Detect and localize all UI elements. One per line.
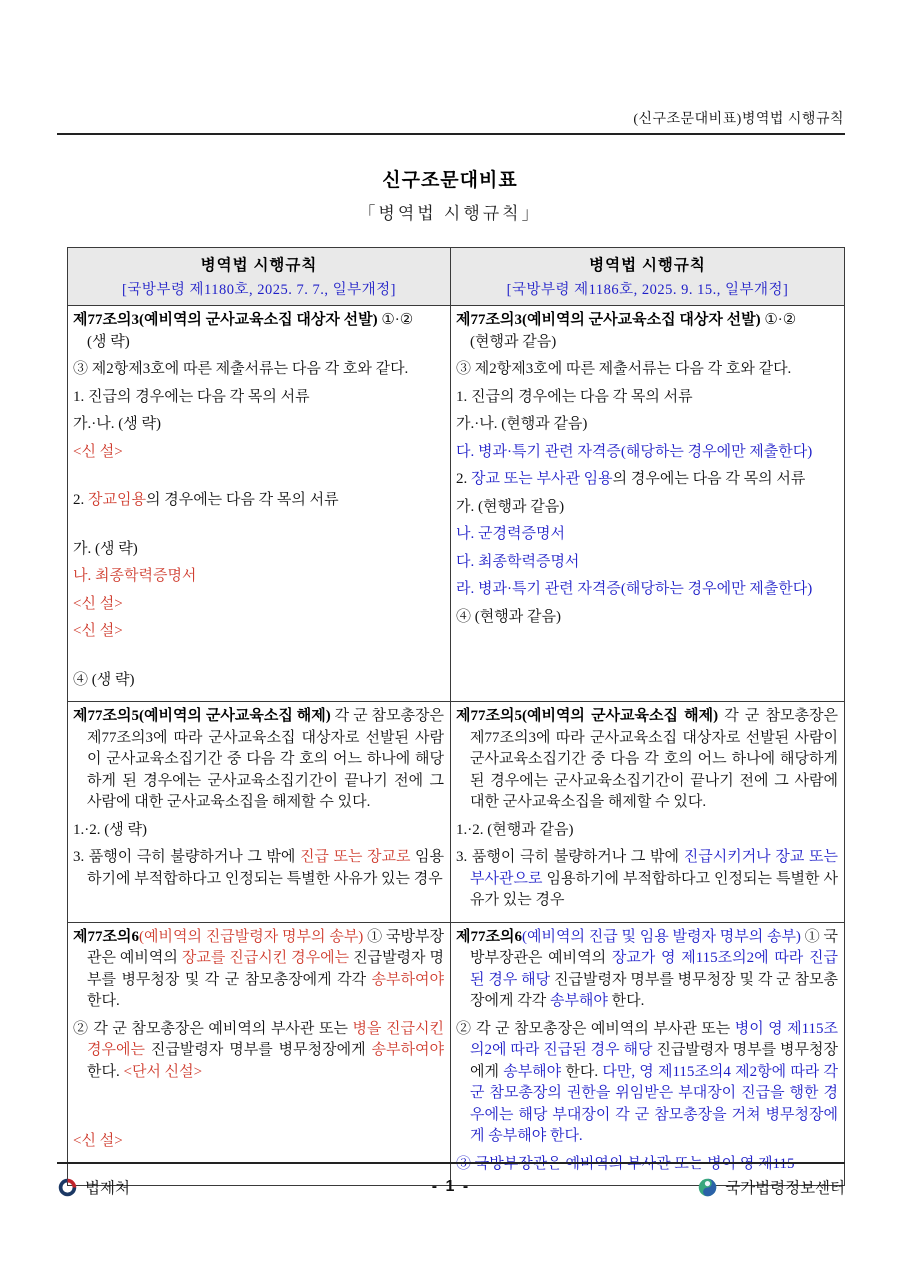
text-segment: 각 군 참모총장은 제77조의3에 따라 군사교육소집 대상자로 선발된 사람이 군사교육소집기간 중 다음 각 호의 어느 하나에 해당하게 된 경우에는 군사교육소집기간이 끝나기 전에 그 사람에 대한 군사교육소집을 해제할 수 있다.	[87, 708, 444, 810]
text-segment: (생 략)	[87, 333, 130, 350]
paragraph	[456, 820, 838, 842]
table-row	[68, 922, 845, 1186]
page-subtitle: 「병역법 시행규칙」	[358, 204, 542, 223]
paragraph	[456, 552, 838, 574]
text-segment: 장교가 영 제115조의2에 따라 진급된 경우 해당	[470, 950, 838, 988]
text-segment: 의 경우에는 다음 각 목의 서류	[145, 492, 339, 508]
text-segment: 2.	[456, 471, 471, 487]
text-segment: (현행과 같음)	[470, 333, 557, 350]
text-segment: 제77조의5(예비역의 군사교육소집 해제)	[73, 708, 331, 724]
text-segment: ④ (생 략)	[73, 671, 135, 688]
text-segment: 1.·2. (현행과 같음)	[456, 821, 574, 838]
text-segment: ③ 제2항제3호에 따른 제출서류는 다음 각 호와 같다.	[456, 361, 792, 377]
text-segment: 3. 품행이 극히 불량하거나 그 밖에	[456, 849, 684, 865]
paragraph	[456, 414, 838, 436]
paragraph	[456, 579, 838, 601]
text-segment: 진급발령자 명부를 병무청장 및 각 군 참모총장에게 각각	[87, 950, 444, 988]
paragraph	[456, 310, 838, 353]
table-header-row	[68, 248, 845, 306]
header-divider	[57, 133, 845, 135]
text-segment: <신 설>	[73, 623, 123, 639]
text-segment: 나. 최종학력증명서	[73, 568, 197, 584]
text-segment: 나. 군경력증명서	[456, 526, 565, 542]
text-segment: (예비역의 진급발령자 명부의 송부)	[138, 928, 364, 945]
paragraph	[456, 442, 838, 464]
text-segment: 3. 품행이 극히 불량하거나 그 밖에	[73, 849, 300, 865]
text-segment: 임용하기에 부적합하다고 인정되는 특별한 사유가 있는 경우	[470, 870, 838, 908]
document-header-text: (신구조문대비표)병역법 시행규칙	[633, 112, 844, 127]
paragraph	[73, 566, 444, 588]
footer-divider	[57, 1162, 845, 1164]
paragraph	[73, 490, 444, 512]
paragraph	[73, 847, 444, 890]
new-law-header	[451, 248, 845, 306]
lawcenter-logo-icon	[697, 1177, 718, 1198]
text-segment: 장교를 진급시킨 경우에는	[181, 950, 350, 966]
new-provision-cell	[451, 702, 845, 923]
title-block	[0, 165, 900, 224]
page-title: 신구조문대비표	[382, 170, 518, 191]
text-segment: ② 각 군 참모총장은 예비역의 부사관 또는	[73, 1020, 353, 1037]
text-segment: 진급발령자 명부를 병무청장 및 각 군 참모총장에게 각각	[470, 971, 838, 1009]
text-segment: (예비역의 진급 및 임용 발령자 명부의 송부)	[521, 928, 801, 945]
text-segment: 가.·나. (현행과 같음)	[456, 416, 588, 432]
text-segment: 진급 또는 장교로	[299, 849, 411, 865]
paragraph	[73, 670, 444, 692]
text-segment: 1. 진급의 경우에는 다음 각 목의 서류	[456, 388, 693, 405]
footer-left	[57, 1176, 432, 1198]
text-segment: 제77조의3(예비역의 군사교육소집 대상자 선발)	[73, 312, 378, 328]
paragraph	[73, 414, 444, 436]
text-segment: ①·②	[377, 312, 414, 328]
text-segment: 1.·2. (생 략)	[73, 821, 147, 838]
text-segment: 한다.	[87, 1063, 124, 1080]
text-segment: ① 국방부장관은 예비역의	[470, 928, 838, 966]
paragraph	[456, 524, 838, 546]
text-segment: <단서 신설>	[123, 1063, 203, 1080]
text-segment: 다. 최종학력증명서	[456, 553, 580, 570]
old-law-header	[68, 248, 451, 306]
text-segment: ① 국방부장관은 예비역의	[87, 928, 444, 966]
paragraph	[73, 820, 444, 842]
page-number: - 1 -	[431, 1178, 471, 1195]
old-provision-cell	[68, 922, 451, 1186]
paragraph	[73, 706, 444, 814]
paragraph	[73, 387, 444, 409]
text-segment: <신 설>	[73, 595, 123, 612]
paragraph	[456, 847, 838, 912]
text-segment: 제77조의3(예비역의 군사교육소집 대상자 선발)	[456, 312, 761, 328]
paragraph	[456, 469, 838, 491]
text-segment: 진급발령자 명부를 병무청장에게	[144, 1042, 372, 1058]
paragraph	[73, 310, 444, 353]
paragraph	[73, 442, 444, 464]
page-footer	[57, 1170, 845, 1204]
text-segment: 2.	[73, 492, 88, 508]
text-segment: 장교임용	[88, 492, 146, 508]
text-segment: 병을 진급시킨 경우에는	[87, 1020, 444, 1058]
text-segment: 한다.	[607, 993, 645, 1009]
text-segment: 다만, 영 제115조의4 제2항에 따라 각 군 참모총장의 권한을 위임받은 부대장이 진급을 행한 경우에는 해당 부대장이 각 군 참모총장을 거쳐 병무청장에게 송부해야 한다.	[470, 1063, 839, 1144]
text-segment: 한다.	[561, 1063, 603, 1080]
paragraph	[456, 607, 838, 629]
old-provision-cell	[68, 306, 451, 702]
text-segment: 송부하여야	[371, 971, 444, 988]
paragraph	[73, 649, 444, 664]
comparison-table	[67, 247, 845, 1186]
text-segment: 송부해야	[549, 993, 608, 1009]
text-segment: 병이 영 제115조의2에 따라 진급된 경우 해당	[470, 1020, 838, 1058]
text-segment: 가. (생 략)	[73, 540, 138, 557]
text-segment: 다. 병과·특기 관련 자격증(해당하는 경우에만 제출한다)	[456, 443, 813, 460]
paragraph	[73, 1131, 444, 1153]
footer-right	[470, 1176, 845, 1198]
comparison-table-container	[67, 247, 845, 1172]
new-provision-cell	[451, 306, 845, 702]
text-segment: <신 설>	[73, 1133, 123, 1149]
paragraph	[456, 497, 838, 519]
new-law-revision: [국방부령 제1186호, 2025. 9. 15., 일부개정]	[506, 282, 789, 298]
text-segment: 가.·나. (생 략)	[73, 416, 161, 432]
footer-right-label: 국가법령정보센터	[725, 1180, 846, 1197]
text-segment: 의 경우에는 다음 각 목의 서류	[612, 471, 806, 487]
text-segment: 송부하여야	[371, 1042, 444, 1058]
new-law-title: 병역법 시행규칙	[589, 257, 706, 274]
paragraph	[73, 1110, 444, 1125]
paragraph	[73, 621, 444, 643]
paragraph	[73, 469, 444, 484]
paragraph	[73, 539, 444, 561]
text-segment: 각 군 참모총장은 제77조의3에 따라 군사교육소집 대상자로 선발된 사람이 군사교육소집기간 중 다음 각 호의 어느 하나에 해당하게 된 경우에는 군사교육소집기간이 끝나기 전에 그 사람에 대한 군사교육소집을 해제할 수 있다.	[470, 708, 839, 810]
text-segment: 장교 또는 부사관 임용	[471, 471, 613, 487]
paragraph	[73, 359, 444, 381]
old-law-revision: [국방부령 제1180호, 2025. 7. 7., 일부개정]	[122, 282, 396, 298]
text-segment: 제77조의5(예비역의 군사교육소집 해제)	[456, 708, 719, 724]
text-segment: 송부해야	[503, 1063, 562, 1080]
text-segment: ④ (현행과 같음)	[456, 608, 561, 625]
text-segment: 한다.	[87, 993, 120, 1009]
paragraph	[73, 927, 444, 1013]
paragraph	[456, 706, 838, 814]
footer-left-label: 법제처	[85, 1180, 130, 1197]
text-segment: 라. 병과·특기 관련 자격증(해당하는 경우에만 제출한다)	[456, 581, 813, 597]
text-segment: ② 각 군 참모총장은 예비역의 부사관 또는	[456, 1020, 735, 1037]
paragraph	[73, 1089, 444, 1104]
paragraph	[456, 359, 838, 381]
paragraph	[456, 927, 838, 1013]
text-segment: 진급발령자 명부를 병무청장에게	[470, 1042, 838, 1080]
paragraph	[456, 1019, 838, 1148]
text-segment: 제77조의6	[456, 928, 522, 945]
moleg-logo-icon	[57, 1177, 78, 1198]
old-provision-cell	[68, 702, 451, 923]
text-segment: ③ 국방부장관은 예비역의 부사관 또는 병이 영 제115	[456, 1155, 795, 1172]
new-provision-cell	[451, 922, 845, 1186]
text-segment: 1. 진급의 경우에는 다음 각 목의 서류	[73, 388, 310, 405]
text-segment: ①·②	[760, 312, 797, 328]
paragraph	[73, 1019, 444, 1084]
text-segment: ③ 제2항제3호에 따른 제출서류는 다음 각 호와 같다.	[73, 361, 409, 377]
paragraph	[73, 594, 444, 616]
text-segment: 임용하기에 부적합하다고 인정되는 특별한 사유가 있는 경우	[87, 849, 445, 887]
table-row	[68, 702, 845, 923]
text-segment: <신 설>	[73, 443, 123, 460]
table-row	[68, 306, 845, 702]
paragraph	[456, 387, 838, 409]
comparison-table-body	[68, 306, 845, 1186]
text-segment: 가. (현행과 같음)	[456, 498, 565, 515]
old-law-title: 병역법 시행규칙	[200, 257, 318, 274]
text-segment: 제77조의6	[73, 928, 139, 945]
paragraph	[73, 518, 444, 533]
text-segment: 진급시키거나 장교 또는 부사관으로	[470, 849, 839, 887]
